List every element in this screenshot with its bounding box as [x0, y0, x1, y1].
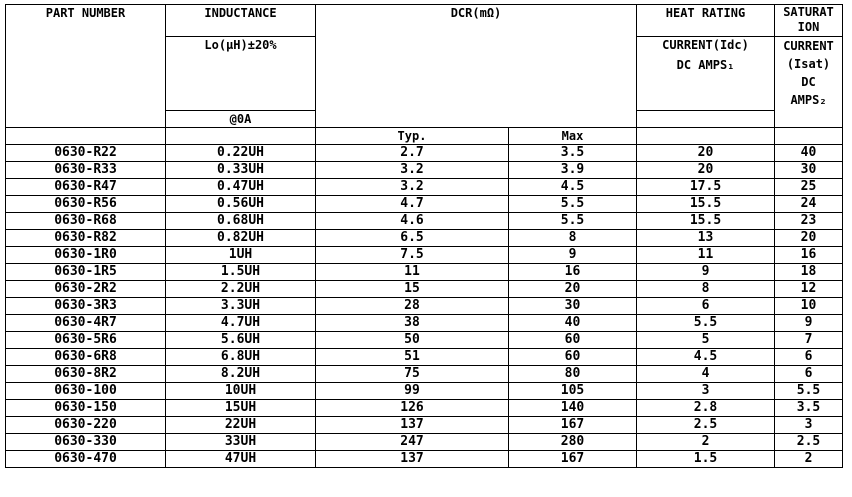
saturation-header [775, 5, 843, 37]
heat-current-cell: 17.5 [637, 179, 775, 196]
part-number-cell: 0630-R47 [6, 179, 166, 196]
heat-unit-label: DC AMPS₁ [676, 58, 735, 72]
sat-current-cell: 18 [775, 264, 843, 281]
dcr-typ-cell: 50 [316, 332, 509, 349]
dcr-header: DCR(mΩ) [316, 5, 637, 128]
part-number-cell: 0630-470 [6, 451, 166, 468]
sat-current-cell: 2.5 [775, 434, 843, 451]
dcr-max-cell: 5.5 [509, 213, 637, 230]
part-number-cell: 0630-330 [6, 434, 166, 451]
inductance-cell: 0.22UH [166, 145, 316, 162]
dcr-typ-cell: 99 [316, 383, 509, 400]
part-number-cell: 0630-R68 [6, 213, 166, 230]
heat-blank-cell [637, 111, 775, 128]
dcr-typ-cell: 7.5 [316, 247, 509, 264]
dcr-typ-cell: 38 [316, 315, 509, 332]
table-row [6, 264, 843, 281]
part-number-cell: 0630-3R3 [6, 298, 166, 315]
table-row [6, 451, 843, 468]
heat-current-cell: 15.5 [637, 213, 775, 230]
part-number-cell: 0630-R33 [6, 162, 166, 179]
part-number-cell: 0630-R82 [6, 230, 166, 247]
table-row [6, 349, 843, 366]
sat-current-cell: 25 [775, 179, 843, 196]
sat-current-cell: 9 [775, 315, 843, 332]
dcr-max-cell: 167 [509, 451, 637, 468]
sat-current-cell: 12 [775, 281, 843, 298]
dcr-max-cell: 280 [509, 434, 637, 451]
sat-dc-label: DC [801, 75, 816, 89]
dcr-typ-cell: 51 [316, 349, 509, 366]
dcr-max-header: Max [509, 128, 637, 145]
table-row [6, 434, 843, 451]
inductance-cell: 1UH [166, 247, 316, 264]
sat-current-cell: 3.5 [775, 400, 843, 417]
table-row [6, 417, 843, 434]
inductance-cell: 8.2UH [166, 366, 316, 383]
inductance-cell: 1.5UH [166, 264, 316, 281]
inductor-spec-table [5, 4, 843, 468]
dcr-max-cell: 105 [509, 383, 637, 400]
dcr-typ-cell: 4.7 [316, 196, 509, 213]
table-row [6, 145, 843, 162]
part-number-cell: 0630-1R5 [6, 264, 166, 281]
table-row [6, 400, 843, 417]
heat-current-cell: 20 [637, 145, 775, 162]
dcr-typ-cell: 137 [316, 417, 509, 434]
heat-current-header [637, 37, 775, 111]
inductance-cell: 4.7UH [166, 315, 316, 332]
table-row [6, 213, 843, 230]
inductance-header: INDUCTANCE [166, 5, 316, 37]
inductance-cell: 10UH [166, 383, 316, 400]
subheader-row [6, 128, 843, 145]
table-row [6, 196, 843, 213]
inductance-at-header: @0A [166, 111, 316, 128]
sat-current-cell: 5.5 [775, 383, 843, 400]
heat-current-cell: 6 [637, 298, 775, 315]
sat-current-cell: 6 [775, 349, 843, 366]
blank-cell [6, 128, 166, 145]
sat-current-cell: 10 [775, 298, 843, 315]
heat-current-cell: 9 [637, 264, 775, 281]
inductance-cell: 0.68UH [166, 213, 316, 230]
header-row-1 [6, 5, 843, 37]
dcr-typ-cell: 4.6 [316, 213, 509, 230]
table-row [6, 332, 843, 349]
part-number-cell: 0630-5R6 [6, 332, 166, 349]
inductance-cell: 0.47UH [166, 179, 316, 196]
sat-unit-label: AMPS₂ [790, 93, 827, 107]
sat-current-cell: 23 [775, 213, 843, 230]
part-number-cell: 0630-150 [6, 400, 166, 417]
sat-current-label: CURRENT [783, 39, 834, 53]
dcr-typ-cell: 75 [316, 366, 509, 383]
table-row [6, 298, 843, 315]
sat-current-cell: 24 [775, 196, 843, 213]
inductance-cell: 5.6UH [166, 332, 316, 349]
heat-current-cell: 8 [637, 281, 775, 298]
dcr-typ-cell: 15 [316, 281, 509, 298]
table-row [6, 281, 843, 298]
inductance-cell: 33UH [166, 434, 316, 451]
inductance-cell: 22UH [166, 417, 316, 434]
dcr-typ-cell: 11 [316, 264, 509, 281]
dcr-typ-cell: 6.5 [316, 230, 509, 247]
inductance-cell: 0.33UH [166, 162, 316, 179]
dcr-typ-cell: 247 [316, 434, 509, 451]
table-row [6, 247, 843, 264]
blank-cell [637, 128, 775, 145]
table-row [6, 383, 843, 400]
dcr-max-cell: 3.5 [509, 145, 637, 162]
sat-current-cell: 40 [775, 145, 843, 162]
heat-current-cell: 2.8 [637, 400, 775, 417]
part-number-cell: 0630-220 [6, 417, 166, 434]
sat-current-cell: 2 [775, 451, 843, 468]
inductance-cell: 6.8UH [166, 349, 316, 366]
dcr-typ-cell: 2.7 [316, 145, 509, 162]
heat-current-cell: 13 [637, 230, 775, 247]
heat-current-cell: 5.5 [637, 315, 775, 332]
dcr-max-cell: 8 [509, 230, 637, 247]
sat-current-cell: 20 [775, 230, 843, 247]
dcr-typ-header: Typ. [316, 128, 509, 145]
part-number-cell: 0630-R56 [6, 196, 166, 213]
heat-current-cell: 5 [637, 332, 775, 349]
sat-isat-label: (Isat) [786, 57, 831, 71]
sat-current-cell: 16 [775, 247, 843, 264]
dcr-max-cell: 16 [509, 264, 637, 281]
table-row [6, 179, 843, 196]
dcr-typ-cell: 3.2 [316, 162, 509, 179]
dcr-max-cell: 30 [509, 298, 637, 315]
dcr-max-cell: 60 [509, 332, 637, 349]
inductance-cell: 47UH [166, 451, 316, 468]
dcr-max-cell: 80 [509, 366, 637, 383]
dcr-max-cell: 3.9 [509, 162, 637, 179]
sat-current-cell: 7 [775, 332, 843, 349]
dcr-max-cell: 5.5 [509, 196, 637, 213]
heat-current-cell: 4.5 [637, 349, 775, 366]
table-row [6, 315, 843, 332]
sat-current-cell: 6 [775, 366, 843, 383]
saturation-header-line-1: SATURAT [783, 5, 834, 19]
dcr-typ-cell: 28 [316, 298, 509, 315]
heat-rating-header: HEAT RATING [637, 5, 775, 37]
part-number-cell: 0630-4R7 [6, 315, 166, 332]
blank-cell [166, 128, 316, 145]
dcr-max-cell: 9 [509, 247, 637, 264]
inductance-cell: 0.82UH [166, 230, 316, 247]
part-number-cell: 0630-2R2 [6, 281, 166, 298]
dcr-typ-cell: 137 [316, 451, 509, 468]
table-row [6, 162, 843, 179]
heat-current-cell: 2.5 [637, 417, 775, 434]
dcr-max-cell: 4.5 [509, 179, 637, 196]
part-number-cell: 0630-1R0 [6, 247, 166, 264]
heat-current-cell: 15.5 [637, 196, 775, 213]
part-number-cell: 0630-8R2 [6, 366, 166, 383]
heat-current-cell: 3 [637, 383, 775, 400]
dcr-max-cell: 140 [509, 400, 637, 417]
part-number-cell: 0630-6R8 [6, 349, 166, 366]
dcr-typ-cell: 3.2 [316, 179, 509, 196]
inductance-cell: 15UH [166, 400, 316, 417]
inductance-cell: 2.2UH [166, 281, 316, 298]
dcr-max-cell: 40 [509, 315, 637, 332]
dcr-max-cell: 60 [509, 349, 637, 366]
heat-current-cell: 11 [637, 247, 775, 264]
sat-current-cell: 3 [775, 417, 843, 434]
table-row [6, 230, 843, 247]
dcr-typ-cell: 126 [316, 400, 509, 417]
saturation-current-header [775, 37, 843, 128]
dcr-max-cell: 20 [509, 281, 637, 298]
heat-current-cell: 20 [637, 162, 775, 179]
part-number-header: PART NUMBER [6, 5, 166, 128]
heat-current-cell: 1.5 [637, 451, 775, 468]
inductance-cell: 0.56UH [166, 196, 316, 213]
blank-cell [775, 128, 843, 145]
inductance-cell: 3.3UH [166, 298, 316, 315]
table-row [6, 366, 843, 383]
dcr-max-cell: 167 [509, 417, 637, 434]
inductance-subheader: Lo(μH)±20% [166, 37, 316, 111]
part-number-cell: 0630-100 [6, 383, 166, 400]
heat-current-cell: 4 [637, 366, 775, 383]
sat-current-cell: 30 [775, 162, 843, 179]
part-number-cell: 0630-R22 [6, 145, 166, 162]
heat-current-label: CURRENT(Idc) [662, 38, 749, 52]
saturation-header-line-2: ION [797, 20, 820, 34]
heat-current-cell: 2 [637, 434, 775, 451]
